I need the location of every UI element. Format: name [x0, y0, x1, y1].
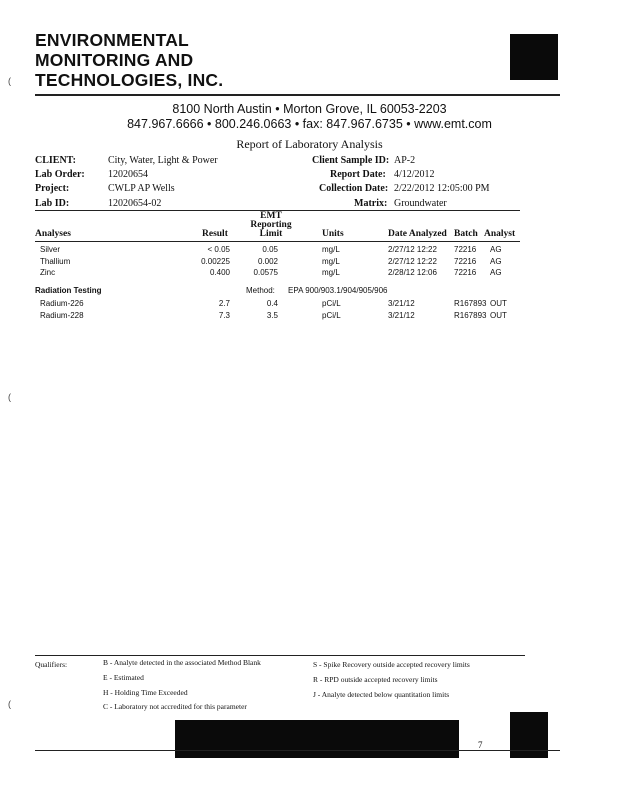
row-units: mg/L [322, 268, 340, 277]
report-title: Report of Laboratory Analysis [236, 137, 383, 151]
row-analyst: AG [490, 257, 502, 266]
company-address: 8100 North Austin • Morton Grove, IL 60053-2203 [172, 102, 447, 116]
method-label: Method: [246, 286, 275, 295]
report-date-value: 4/12/2012 [394, 169, 435, 180]
page-number: 7 [478, 740, 483, 750]
qualifier-item: B - Analyte detected in the associated Method Blank [103, 658, 261, 667]
row-result: 0.400 [209, 268, 230, 277]
row-batch: 72216 [454, 257, 477, 266]
header-units: Units [322, 229, 344, 239]
company-name-line1: ENVIRONMENTAL [35, 30, 189, 50]
company-name-line2: MONITORING AND [35, 50, 194, 70]
row-batch: R167893 [454, 299, 487, 308]
logo-block-bottom [510, 712, 548, 758]
header-result: Result [202, 229, 228, 239]
client-label: CLIENT: [35, 155, 76, 166]
qualifiers-rule [35, 655, 525, 656]
row-name: Zinc [40, 268, 56, 277]
row-date: 2/27/12 12:22 [388, 257, 437, 266]
client-sample-label: Client Sample ID: [312, 155, 390, 166]
company-contact: 847.967.6666 • 800.246.0663 • fax: 847.967.6735 • www.emt.com [127, 117, 492, 131]
row-date: 3/21/12 [388, 299, 415, 308]
lab-id-label: Lab ID: [35, 198, 70, 209]
header-limit: Limit [259, 229, 283, 239]
header-rule [35, 94, 560, 96]
row-batch: 72216 [454, 268, 477, 277]
qualifier-item: J - Analyte detected below quantitation limits [313, 690, 450, 699]
header-emt: EMT [260, 211, 282, 221]
collection-date-value: 2/22/2012 12:05:00 PM [394, 183, 490, 194]
lab-order-label: Lab Order: [35, 169, 85, 180]
row-name: Silver [40, 245, 61, 254]
table-header-rule [35, 241, 520, 242]
row-limit: 0.4 [266, 299, 278, 308]
row-date: 3/21/12 [388, 311, 415, 320]
qualifier-item: R - RPD outside accepted recovery limits [313, 675, 438, 684]
row-name: Radium-226 [40, 299, 84, 308]
project-value: CWLP AP Wells [108, 183, 175, 194]
header-date: Date Analyzed [388, 229, 447, 239]
method-value: EPA 900/903.1/904/905/906 [288, 286, 388, 295]
row-units: pCi/L [322, 311, 341, 320]
lab-id-value: 12020654-02 [108, 198, 162, 209]
footer-rule [35, 750, 560, 751]
row-analyst: AG [490, 268, 502, 277]
row-name: Radium-228 [40, 311, 84, 320]
row-date: 2/28/12 12:06 [388, 268, 437, 277]
header-emt-limit [246, 212, 296, 239]
header-analyses: Analyses [35, 229, 71, 239]
qualifier-item: E - Estimated [103, 673, 144, 682]
row-limit: 0.0575 [253, 268, 278, 277]
redaction-block [175, 720, 459, 758]
row-result: 0.00225 [201, 257, 230, 266]
row-limit: 3.5 [266, 311, 278, 320]
row-limit: 0.002 [257, 257, 278, 266]
row-name: Thallium [40, 257, 71, 266]
header-analyst: Analyst [484, 229, 516, 239]
client-sample-value: AP-2 [394, 155, 416, 166]
qualifier-item: H - Holding Time Exceeded [103, 688, 188, 697]
row-result: < 0.05 [207, 245, 230, 254]
row-analyst: OUT [490, 299, 507, 308]
scan-mark: ( [8, 76, 11, 86]
company-name-line3: TECHNOLOGIES, INC. [35, 70, 224, 90]
logo-block [510, 34, 558, 80]
header-batch: Batch [454, 229, 478, 239]
row-units: mg/L [322, 245, 340, 254]
project-label: Project: [35, 183, 70, 194]
row-limit: 0.05 [262, 245, 278, 254]
row-analyst: OUT [490, 311, 507, 320]
matrix-value: Groundwater [394, 198, 447, 209]
row-batch: 72216 [454, 245, 477, 254]
scan-mark: ( [8, 699, 11, 709]
row-result: 2.7 [218, 299, 230, 308]
header-reporting: Reporting [250, 220, 292, 230]
qualifier-item: S - Spike Recovery outside accepted recovery limits [313, 660, 470, 669]
qualifier-item: C - Laboratory not accredited for this parameter [103, 702, 247, 711]
qualifiers-label: Qualifiers: [35, 660, 68, 669]
scan-mark: ( [8, 392, 11, 402]
matrix-label: Matrix: [354, 198, 388, 209]
row-units: pCi/L [322, 299, 341, 308]
report-date-label: Report Date: [330, 169, 386, 180]
collection-date-label: Collection Date: [319, 183, 389, 194]
row-units: mg/L [322, 257, 340, 266]
row-result: 7.3 [218, 311, 230, 320]
client-value: City, Water, Light & Power [108, 155, 218, 166]
row-analyst: AG [490, 245, 502, 254]
row-date: 2/27/12 12:22 [388, 245, 437, 254]
radiation-section-title: Radiation Testing [35, 286, 102, 295]
row-batch: R167893 [454, 311, 487, 320]
lab-order-value: 12020654 [108, 169, 148, 180]
